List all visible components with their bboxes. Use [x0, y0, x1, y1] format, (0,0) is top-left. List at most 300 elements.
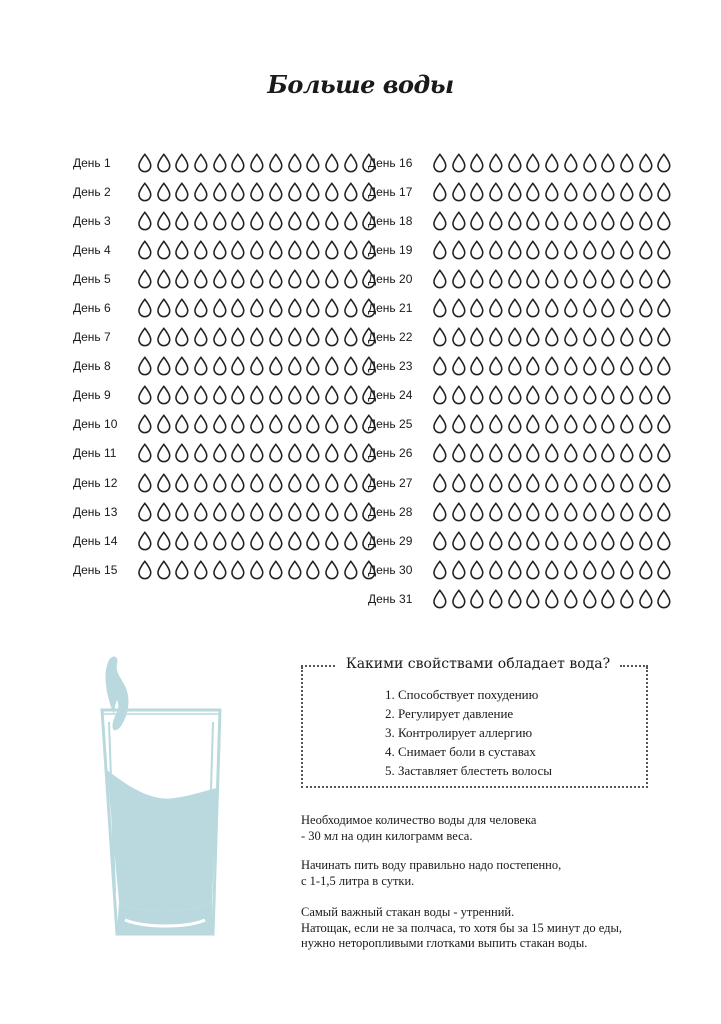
water-drop-icon[interactable]: [638, 153, 654, 173]
water-drop-icon[interactable]: [324, 269, 340, 289]
water-drop-icon[interactable]: [156, 531, 172, 551]
water-drop-icon[interactable]: [544, 269, 560, 289]
water-drop-icon[interactable]: [212, 327, 228, 347]
water-drop-icon[interactable]: [619, 531, 635, 551]
water-drop-icon[interactable]: [324, 182, 340, 202]
water-drop-icon[interactable]: [451, 298, 467, 318]
water-drop-icon[interactable]: [343, 240, 359, 260]
water-drop-icon[interactable]: [305, 153, 321, 173]
water-drop-icon[interactable]: [249, 182, 265, 202]
water-drop-icon[interactable]: [305, 211, 321, 231]
water-drop-icon[interactable]: [507, 385, 523, 405]
water-drop-icon[interactable]: [287, 473, 303, 493]
water-drop-icon[interactable]: [525, 385, 541, 405]
water-drop-icon[interactable]: [469, 211, 485, 231]
water-drop-icon[interactable]: [268, 298, 284, 318]
water-drop-icon[interactable]: [582, 589, 598, 609]
water-drop-icon[interactable]: [174, 443, 190, 463]
water-drop-icon[interactable]: [305, 269, 321, 289]
water-drop-icon[interactable]: [656, 356, 672, 376]
water-drop-icon[interactable]: [212, 385, 228, 405]
water-drop-icon[interactable]: [451, 153, 467, 173]
water-drop-icon[interactable]: [638, 356, 654, 376]
water-drop-icon[interactable]: [432, 298, 448, 318]
water-drop-icon[interactable]: [432, 414, 448, 434]
water-drop-icon[interactable]: [488, 298, 504, 318]
water-drop-icon[interactable]: [212, 269, 228, 289]
water-drop-icon[interactable]: [193, 385, 209, 405]
water-drop-icon[interactable]: [287, 153, 303, 173]
water-drop-icon[interactable]: [268, 240, 284, 260]
water-drop-icon[interactable]: [656, 531, 672, 551]
water-drop-icon[interactable]: [638, 240, 654, 260]
water-drop-icon[interactable]: [249, 356, 265, 376]
water-drop-icon[interactable]: [451, 211, 467, 231]
water-drop-icon[interactable]: [656, 298, 672, 318]
water-drop-icon[interactable]: [343, 153, 359, 173]
water-drop-icon[interactable]: [324, 211, 340, 231]
water-drop-icon[interactable]: [287, 269, 303, 289]
water-drop-icon[interactable]: [544, 502, 560, 522]
water-drop-icon[interactable]: [525, 211, 541, 231]
water-drop-icon[interactable]: [488, 385, 504, 405]
water-drop-icon[interactable]: [600, 589, 616, 609]
water-drop-icon[interactable]: [656, 385, 672, 405]
water-drop-icon[interactable]: [324, 443, 340, 463]
water-drop-icon[interactable]: [582, 298, 598, 318]
water-drop-icon[interactable]: [544, 443, 560, 463]
water-drop-icon[interactable]: [638, 531, 654, 551]
water-drop-icon[interactable]: [656, 589, 672, 609]
water-drop-icon[interactable]: [156, 356, 172, 376]
water-drop-icon[interactable]: [451, 240, 467, 260]
water-drop-icon[interactable]: [544, 182, 560, 202]
water-drop-icon[interactable]: [563, 443, 579, 463]
water-drop-icon[interactable]: [324, 414, 340, 434]
water-drop-icon[interactable]: [600, 327, 616, 347]
water-drop-icon[interactable]: [193, 443, 209, 463]
water-drop-icon[interactable]: [249, 240, 265, 260]
water-drop-icon[interactable]: [174, 211, 190, 231]
water-drop-icon[interactable]: [137, 443, 153, 463]
water-drop-icon[interactable]: [230, 502, 246, 522]
water-drop-icon[interactable]: [451, 182, 467, 202]
water-drop-icon[interactable]: [156, 298, 172, 318]
water-drop-icon[interactable]: [287, 240, 303, 260]
water-drop-icon[interactable]: [600, 473, 616, 493]
water-drop-icon[interactable]: [619, 385, 635, 405]
water-drop-icon[interactable]: [563, 385, 579, 405]
water-drop-icon[interactable]: [563, 589, 579, 609]
water-drop-icon[interactable]: [287, 298, 303, 318]
water-drop-icon[interactable]: [343, 560, 359, 580]
water-drop-icon[interactable]: [174, 182, 190, 202]
water-drop-icon[interactable]: [137, 502, 153, 522]
water-drop-icon[interactable]: [563, 298, 579, 318]
water-drop-icon[interactable]: [249, 298, 265, 318]
water-drop-icon[interactable]: [563, 473, 579, 493]
water-drop-icon[interactable]: [432, 385, 448, 405]
water-drop-icon[interactable]: [137, 560, 153, 580]
water-drop-icon[interactable]: [230, 182, 246, 202]
water-drop-icon[interactable]: [432, 240, 448, 260]
water-drop-icon[interactable]: [619, 589, 635, 609]
water-drop-icon[interactable]: [600, 298, 616, 318]
water-drop-icon[interactable]: [324, 356, 340, 376]
water-drop-icon[interactable]: [193, 182, 209, 202]
water-drop-icon[interactable]: [156, 182, 172, 202]
water-drop-icon[interactable]: [656, 414, 672, 434]
water-drop-icon[interactable]: [268, 269, 284, 289]
water-drop-icon[interactable]: [469, 531, 485, 551]
water-drop-icon[interactable]: [507, 473, 523, 493]
water-drop-icon[interactable]: [193, 502, 209, 522]
water-drop-icon[interactable]: [638, 414, 654, 434]
water-drop-icon[interactable]: [156, 502, 172, 522]
water-drop-icon[interactable]: [469, 385, 485, 405]
water-drop-icon[interactable]: [582, 385, 598, 405]
water-drop-icon[interactable]: [619, 153, 635, 173]
water-drop-icon[interactable]: [507, 502, 523, 522]
water-drop-icon[interactable]: [638, 269, 654, 289]
water-drop-icon[interactable]: [156, 414, 172, 434]
water-drop-icon[interactable]: [324, 531, 340, 551]
water-drop-icon[interactable]: [287, 385, 303, 405]
water-drop-icon[interactable]: [432, 356, 448, 376]
water-drop-icon[interactable]: [507, 589, 523, 609]
water-drop-icon[interactable]: [488, 589, 504, 609]
water-drop-icon[interactable]: [230, 385, 246, 405]
water-drop-icon[interactable]: [287, 211, 303, 231]
water-drop-icon[interactable]: [305, 414, 321, 434]
water-drop-icon[interactable]: [343, 414, 359, 434]
water-drop-icon[interactable]: [544, 385, 560, 405]
water-drop-icon[interactable]: [432, 211, 448, 231]
water-drop-icon[interactable]: [193, 473, 209, 493]
water-drop-icon[interactable]: [432, 473, 448, 493]
water-drop-icon[interactable]: [488, 240, 504, 260]
water-drop-icon[interactable]: [563, 560, 579, 580]
water-drop-icon[interactable]: [525, 414, 541, 434]
water-drop-icon[interactable]: [525, 153, 541, 173]
water-drop-icon[interactable]: [287, 356, 303, 376]
water-drop-icon[interactable]: [268, 182, 284, 202]
water-drop-icon[interactable]: [230, 560, 246, 580]
water-drop-icon[interactable]: [174, 473, 190, 493]
water-drop-icon[interactable]: [174, 356, 190, 376]
water-drop-icon[interactable]: [287, 182, 303, 202]
water-drop-icon[interactable]: [432, 502, 448, 522]
water-drop-icon[interactable]: [488, 327, 504, 347]
water-drop-icon[interactable]: [137, 327, 153, 347]
water-drop-icon[interactable]: [619, 269, 635, 289]
water-drop-icon[interactable]: [451, 560, 467, 580]
water-drop-icon[interactable]: [230, 327, 246, 347]
water-drop-icon[interactable]: [544, 589, 560, 609]
water-drop-icon[interactable]: [324, 153, 340, 173]
water-drop-icon[interactable]: [212, 182, 228, 202]
water-drop-icon[interactable]: [638, 589, 654, 609]
water-drop-icon[interactable]: [582, 269, 598, 289]
water-drop-icon[interactable]: [268, 356, 284, 376]
water-drop-icon[interactable]: [343, 531, 359, 551]
water-drop-icon[interactable]: [507, 211, 523, 231]
water-drop-icon[interactable]: [324, 502, 340, 522]
water-drop-icon[interactable]: [469, 327, 485, 347]
water-drop-icon[interactable]: [507, 269, 523, 289]
water-drop-icon[interactable]: [656, 473, 672, 493]
water-drop-icon[interactable]: [619, 502, 635, 522]
water-drop-icon[interactable]: [638, 443, 654, 463]
water-drop-icon[interactable]: [193, 211, 209, 231]
water-drop-icon[interactable]: [582, 153, 598, 173]
water-drop-icon[interactable]: [563, 531, 579, 551]
water-drop-icon[interactable]: [212, 298, 228, 318]
water-drop-icon[interactable]: [469, 240, 485, 260]
water-drop-icon[interactable]: [343, 356, 359, 376]
water-drop-icon[interactable]: [305, 240, 321, 260]
water-drop-icon[interactable]: [656, 240, 672, 260]
water-drop-icon[interactable]: [249, 211, 265, 231]
water-drop-icon[interactable]: [525, 589, 541, 609]
water-drop-icon[interactable]: [582, 211, 598, 231]
water-drop-icon[interactable]: [324, 473, 340, 493]
water-drop-icon[interactable]: [156, 211, 172, 231]
water-drop-icon[interactable]: [638, 473, 654, 493]
water-drop-icon[interactable]: [305, 560, 321, 580]
water-drop-icon[interactable]: [137, 414, 153, 434]
water-drop-icon[interactable]: [174, 240, 190, 260]
water-drop-icon[interactable]: [212, 443, 228, 463]
water-drop-icon[interactable]: [249, 327, 265, 347]
water-drop-icon[interactable]: [268, 211, 284, 231]
water-drop-icon[interactable]: [137, 269, 153, 289]
water-drop-icon[interactable]: [230, 153, 246, 173]
water-drop-icon[interactable]: [638, 327, 654, 347]
water-drop-icon[interactable]: [582, 356, 598, 376]
water-drop-icon[interactable]: [230, 356, 246, 376]
water-drop-icon[interactable]: [249, 443, 265, 463]
water-drop-icon[interactable]: [600, 560, 616, 580]
water-drop-icon[interactable]: [525, 502, 541, 522]
water-drop-icon[interactable]: [600, 443, 616, 463]
water-drop-icon[interactable]: [469, 356, 485, 376]
water-drop-icon[interactable]: [343, 269, 359, 289]
water-drop-icon[interactable]: [212, 473, 228, 493]
water-drop-icon[interactable]: [432, 589, 448, 609]
water-drop-icon[interactable]: [432, 560, 448, 580]
water-drop-icon[interactable]: [193, 560, 209, 580]
water-drop-icon[interactable]: [619, 327, 635, 347]
water-drop-icon[interactable]: [268, 473, 284, 493]
water-drop-icon[interactable]: [432, 327, 448, 347]
water-drop-icon[interactable]: [600, 211, 616, 231]
water-drop-icon[interactable]: [544, 356, 560, 376]
water-drop-icon[interactable]: [432, 443, 448, 463]
water-drop-icon[interactable]: [619, 211, 635, 231]
water-drop-icon[interactable]: [544, 240, 560, 260]
water-drop-icon[interactable]: [544, 560, 560, 580]
water-drop-icon[interactable]: [544, 211, 560, 231]
water-drop-icon[interactable]: [230, 414, 246, 434]
water-drop-icon[interactable]: [507, 414, 523, 434]
water-drop-icon[interactable]: [525, 269, 541, 289]
water-drop-icon[interactable]: [469, 560, 485, 580]
water-drop-icon[interactable]: [488, 153, 504, 173]
water-drop-icon[interactable]: [656, 153, 672, 173]
water-drop-icon[interactable]: [563, 414, 579, 434]
water-drop-icon[interactable]: [600, 356, 616, 376]
water-drop-icon[interactable]: [582, 414, 598, 434]
water-drop-icon[interactable]: [305, 356, 321, 376]
water-drop-icon[interactable]: [137, 211, 153, 231]
water-drop-icon[interactable]: [469, 443, 485, 463]
water-drop-icon[interactable]: [305, 443, 321, 463]
water-drop-icon[interactable]: [193, 153, 209, 173]
water-drop-icon[interactable]: [507, 560, 523, 580]
water-drop-icon[interactable]: [212, 211, 228, 231]
water-drop-icon[interactable]: [137, 356, 153, 376]
water-drop-icon[interactable]: [488, 531, 504, 551]
water-drop-icon[interactable]: [544, 473, 560, 493]
water-drop-icon[interactable]: [137, 385, 153, 405]
water-drop-icon[interactable]: [488, 182, 504, 202]
water-drop-icon[interactable]: [212, 153, 228, 173]
water-drop-icon[interactable]: [451, 327, 467, 347]
water-drop-icon[interactable]: [174, 269, 190, 289]
water-drop-icon[interactable]: [656, 269, 672, 289]
water-drop-icon[interactable]: [230, 298, 246, 318]
water-drop-icon[interactable]: [656, 182, 672, 202]
water-drop-icon[interactable]: [507, 298, 523, 318]
water-drop-icon[interactable]: [343, 182, 359, 202]
water-drop-icon[interactable]: [230, 473, 246, 493]
water-drop-icon[interactable]: [544, 414, 560, 434]
water-drop-icon[interactable]: [193, 414, 209, 434]
water-drop-icon[interactable]: [249, 473, 265, 493]
water-drop-icon[interactable]: [137, 182, 153, 202]
water-drop-icon[interactable]: [638, 298, 654, 318]
water-drop-icon[interactable]: [451, 356, 467, 376]
water-drop-icon[interactable]: [287, 443, 303, 463]
water-drop-icon[interactable]: [451, 531, 467, 551]
water-drop-icon[interactable]: [193, 240, 209, 260]
water-drop-icon[interactable]: [212, 414, 228, 434]
water-drop-icon[interactable]: [156, 269, 172, 289]
water-drop-icon[interactable]: [525, 473, 541, 493]
water-drop-icon[interactable]: [268, 502, 284, 522]
water-drop-icon[interactable]: [212, 531, 228, 551]
water-drop-icon[interactable]: [600, 153, 616, 173]
water-drop-icon[interactable]: [268, 327, 284, 347]
water-drop-icon[interactable]: [324, 327, 340, 347]
water-drop-icon[interactable]: [432, 153, 448, 173]
water-drop-icon[interactable]: [268, 560, 284, 580]
water-drop-icon[interactable]: [582, 182, 598, 202]
water-drop-icon[interactable]: [156, 327, 172, 347]
water-drop-icon[interactable]: [469, 182, 485, 202]
water-drop-icon[interactable]: [343, 502, 359, 522]
water-drop-icon[interactable]: [656, 560, 672, 580]
water-drop-icon[interactable]: [156, 240, 172, 260]
water-drop-icon[interactable]: [525, 240, 541, 260]
water-drop-icon[interactable]: [488, 211, 504, 231]
water-drop-icon[interactable]: [469, 153, 485, 173]
water-drop-icon[interactable]: [137, 298, 153, 318]
water-drop-icon[interactable]: [137, 531, 153, 551]
water-drop-icon[interactable]: [582, 502, 598, 522]
water-drop-icon[interactable]: [343, 298, 359, 318]
water-drop-icon[interactable]: [193, 298, 209, 318]
water-drop-icon[interactable]: [212, 240, 228, 260]
water-drop-icon[interactable]: [638, 182, 654, 202]
water-drop-icon[interactable]: [287, 560, 303, 580]
water-drop-icon[interactable]: [432, 182, 448, 202]
water-drop-icon[interactable]: [268, 443, 284, 463]
water-drop-icon[interactable]: [343, 473, 359, 493]
water-drop-icon[interactable]: [525, 327, 541, 347]
water-drop-icon[interactable]: [619, 443, 635, 463]
water-drop-icon[interactable]: [507, 356, 523, 376]
water-drop-icon[interactable]: [451, 414, 467, 434]
water-drop-icon[interactable]: [525, 560, 541, 580]
water-drop-icon[interactable]: [174, 414, 190, 434]
water-drop-icon[interactable]: [193, 327, 209, 347]
water-drop-icon[interactable]: [582, 240, 598, 260]
water-drop-icon[interactable]: [156, 443, 172, 463]
water-drop-icon[interactable]: [451, 385, 467, 405]
water-drop-icon[interactable]: [600, 269, 616, 289]
water-drop-icon[interactable]: [563, 502, 579, 522]
water-drop-icon[interactable]: [230, 443, 246, 463]
water-drop-icon[interactable]: [563, 211, 579, 231]
water-drop-icon[interactable]: [174, 327, 190, 347]
water-drop-icon[interactable]: [305, 473, 321, 493]
water-drop-icon[interactable]: [507, 182, 523, 202]
water-drop-icon[interactable]: [656, 211, 672, 231]
water-drop-icon[interactable]: [156, 473, 172, 493]
water-drop-icon[interactable]: [343, 327, 359, 347]
water-drop-icon[interactable]: [230, 240, 246, 260]
water-drop-icon[interactable]: [582, 473, 598, 493]
water-drop-icon[interactable]: [582, 443, 598, 463]
water-drop-icon[interactable]: [324, 385, 340, 405]
water-drop-icon[interactable]: [249, 385, 265, 405]
water-drop-icon[interactable]: [287, 414, 303, 434]
water-drop-icon[interactable]: [268, 385, 284, 405]
water-drop-icon[interactable]: [212, 356, 228, 376]
water-drop-icon[interactable]: [469, 269, 485, 289]
water-drop-icon[interactable]: [488, 502, 504, 522]
water-drop-icon[interactable]: [507, 327, 523, 347]
water-drop-icon[interactable]: [305, 502, 321, 522]
water-drop-icon[interactable]: [268, 531, 284, 551]
water-drop-icon[interactable]: [451, 443, 467, 463]
water-drop-icon[interactable]: [268, 414, 284, 434]
water-drop-icon[interactable]: [193, 356, 209, 376]
water-drop-icon[interactable]: [249, 414, 265, 434]
water-drop-icon[interactable]: [249, 560, 265, 580]
water-drop-icon[interactable]: [230, 269, 246, 289]
water-drop-icon[interactable]: [156, 560, 172, 580]
water-drop-icon[interactable]: [230, 531, 246, 551]
water-drop-icon[interactable]: [619, 182, 635, 202]
water-drop-icon[interactable]: [619, 240, 635, 260]
water-drop-icon[interactable]: [174, 560, 190, 580]
water-drop-icon[interactable]: [469, 473, 485, 493]
water-drop-icon[interactable]: [544, 153, 560, 173]
water-drop-icon[interactable]: [249, 531, 265, 551]
